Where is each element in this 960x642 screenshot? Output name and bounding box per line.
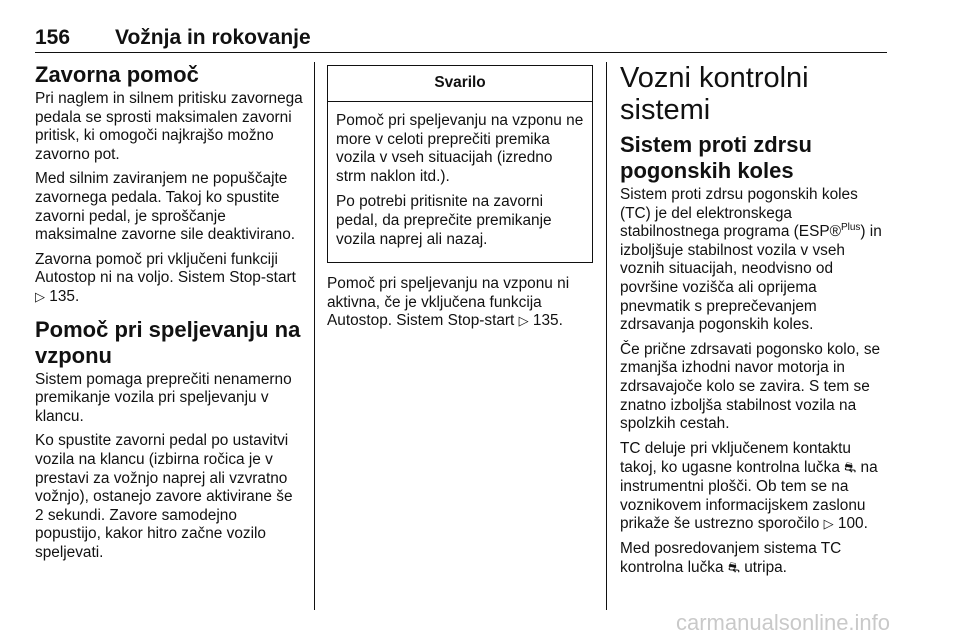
traction-control-heading: Sistem proti zdrsu pogonskih koles bbox=[620, 132, 812, 183]
paragraph: Pomoč pri speljevanju na vzponu ne more v celoti preprečiti premika vozila v vseh situacijah (izredno strm naklon itd.). bbox=[336, 112, 584, 185]
paragraph bbox=[620, 540, 890, 578]
paragraph-text: TC deluje pri vključenem kontaktu takoj, ko ugasne kontrolna lučka bbox=[620, 439, 851, 477]
paragraph: Po potrebi pritisnite na zavorni pedal, da preprečite premikanje vozila naprej ali nazaj. bbox=[336, 193, 552, 248]
page-reference-arrow-icon: ▷ bbox=[518, 313, 529, 329]
warning-title: Svarilo bbox=[328, 66, 592, 102]
middle-column bbox=[327, 62, 593, 337]
traction-control-lamp-icon: ⛐ bbox=[727, 559, 740, 576]
page-reference-arrow-icon: ▷ bbox=[35, 288, 45, 304]
traction-control-lamp-icon: ⛐ bbox=[844, 459, 857, 476]
page-header bbox=[35, 26, 887, 53]
right-column bbox=[620, 62, 890, 584]
paragraph: Pri naglem in silnem pritisku zavornega pedala se sprosti maksimalen zavorni pritisk, ki omogoči najkrajšo možno zavorno pot. bbox=[35, 90, 303, 163]
paragraph bbox=[620, 440, 890, 534]
paragraph bbox=[327, 275, 593, 331]
paragraph: Ko spustite zavorni pedal po ustavitvi vozila na klancu (izbirna ročica je v prestavi za vožnjo naprej ali vzvratno vožnjo), ostanejo zavore aktivirane še 2 sekundi. Zavore samodejno popustijo, kakor hitro začne vozilo speljevati. bbox=[35, 432, 293, 561]
page-reference: 135. bbox=[532, 312, 563, 330]
paragraph: Sistem pomaga preprečiti nenamerno premikanje vozila pri speljevanju v klancu. bbox=[35, 370, 292, 425]
driving-control-systems-heading: Vozni kontrolni sistemi bbox=[620, 62, 809, 126]
brake-assist-heading: Zavorna pomoč bbox=[35, 62, 199, 87]
paragraph-text: utripa. bbox=[744, 559, 787, 577]
superscript: Plus bbox=[840, 222, 861, 234]
watermark: carmanualsonline.info bbox=[676, 610, 891, 635]
paragraph-text: ) in izboljšuje stabilnost vozila v vseh voznih situacijah, neodvisno od površine vozišča ali oprijema pnevmatik s preprečevanjem zdrsavanja pogonskih koles. bbox=[620, 223, 882, 334]
column-divider bbox=[606, 62, 607, 610]
page-reference: 100. bbox=[837, 515, 868, 533]
paragraph-text: Med posredovanjem sistema TC kontrolna lučka bbox=[620, 539, 842, 577]
paragraph: Če prične zdrsavati pogonsko kolo, se zmanjša izhodni navor motorja in zdrsavajoče kolo se zavira. S tem se znatno izboljša stabilnost vozila na spolzkih cestah. bbox=[620, 340, 881, 433]
paragraph: Med silnim zaviranjem ne popuščajte zavornega pedala. Takoj ko spustite zavorni pedal, je sproščanje maksimalne zavorne sile deaktivirano. bbox=[35, 170, 296, 244]
page-reference: 135. bbox=[49, 287, 80, 305]
paragraph-text: Zavorna pomoč pri vključeni funkciji Autostop ni na voljo. Sistem Stop-start bbox=[35, 250, 296, 287]
column-divider bbox=[314, 62, 315, 610]
paragraph-text: na instrumentni plošči. Ob tem se na voznikovem informacijskem zaslonu prikaže še ustrezno sporočilo bbox=[620, 459, 878, 533]
warning-body bbox=[328, 102, 592, 262]
paragraph bbox=[620, 186, 890, 335]
paragraph bbox=[35, 251, 303, 307]
hill-start-assist-heading: Pomoč pri speljevanju na vzponu bbox=[35, 316, 301, 368]
chapter-title: Vožnja in rokovanje bbox=[115, 26, 311, 49]
paragraph-text: Sistem proti zdrsu pogonskih koles (TC) je del elektronskega stabilnostnega programa (ESP® bbox=[620, 186, 858, 241]
left-column bbox=[35, 62, 303, 568]
page-number: 156 bbox=[35, 26, 71, 49]
paragraph-text: Pomoč pri speljevanju na vzponu ni aktivna, če je vključena funkcija Autostop. Sistem Stop-start bbox=[327, 275, 570, 330]
page-reference-arrow-icon: ▷ bbox=[823, 516, 834, 532]
warning-box bbox=[327, 65, 593, 263]
